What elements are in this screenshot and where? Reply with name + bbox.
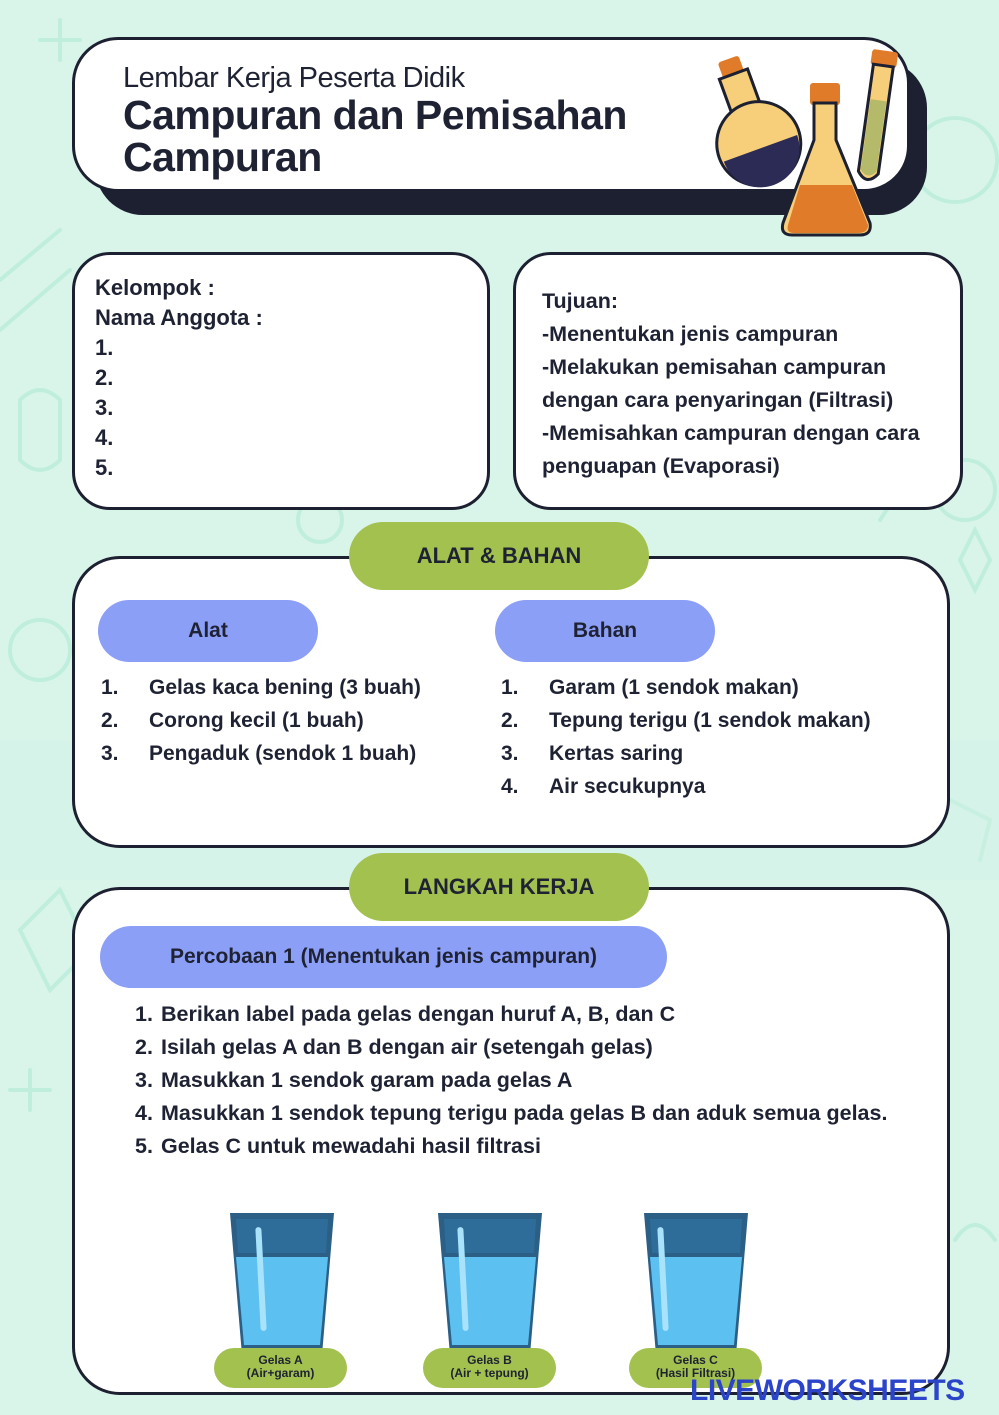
title-line-2: Campuran bbox=[123, 134, 322, 180]
liveworksheets-watermark: LIVEWORKSHEETS bbox=[690, 1374, 965, 1407]
worksheet-subtitle: Lembar Kerja Peserta Didik bbox=[123, 62, 465, 94]
list-item: 4. Air secukupnya bbox=[501, 775, 706, 798]
objective-item: -Menentukan jenis campuran bbox=[542, 322, 839, 346]
procedure-steps bbox=[135, 998, 925, 1163]
bahan-list bbox=[501, 671, 871, 803]
objective-item: -Melakukan pemisahan campuran dengan cara penyaringan (Filtrasi) bbox=[542, 355, 894, 412]
worksheet-title bbox=[123, 94, 627, 178]
step-item: 4. Masukkan 1 sendok tepung terigu pada gelas B dan aduk semua gelas. bbox=[135, 1101, 888, 1125]
step-item: 1. Berikan label pada gelas dengan huruf A, B, dan C bbox=[135, 1002, 676, 1026]
title-line-1: Campuran dan Pemisahan bbox=[123, 92, 627, 138]
list-item: 3. Pengaduk (sendok 1 buah) bbox=[101, 742, 417, 765]
group-info-card bbox=[72, 252, 490, 510]
list-item: 2. Corong kecil (1 buah) bbox=[101, 709, 364, 732]
glass-b-icon bbox=[430, 1205, 550, 1365]
experiment-title: Percobaan 1 (Menentukan jenis campuran) bbox=[100, 926, 667, 988]
glass-a-icon bbox=[222, 1205, 342, 1365]
member-number: 2. bbox=[95, 365, 114, 390]
glass-b-label: Gelas B (Air + tepung) bbox=[423, 1348, 556, 1388]
alat-list bbox=[101, 671, 421, 770]
list-item: 3. Kertas saring bbox=[501, 742, 684, 765]
section-title-alat-bahan: ALAT & BAHAN bbox=[349, 522, 649, 590]
step-item: 2. Isilah gelas A dan B dengan air (setengah gelas) bbox=[135, 1035, 653, 1059]
objective-item: -Memisahkan campuran dengan cara penguapan (Evaporasi) bbox=[542, 421, 920, 478]
alat-heading: Alat bbox=[98, 600, 318, 662]
list-item: 2. Tepung terigu (1 sendok makan) bbox=[501, 709, 871, 732]
step-item: 3. Masukkan 1 sendok garam pada gelas A bbox=[135, 1068, 573, 1092]
anggota-label: Nama Anggota : bbox=[95, 305, 263, 330]
member-number: 5. bbox=[95, 455, 114, 480]
member-number: 1. bbox=[95, 335, 114, 360]
list-item: 1. Garam (1 sendok makan) bbox=[501, 676, 799, 699]
member-number: 3. bbox=[95, 395, 114, 420]
glass-c-label: Gelas C (Hasil Filtrasi) bbox=[629, 1348, 762, 1388]
list-item: 1. Gelas kaca bening (3 buah) bbox=[101, 676, 421, 699]
section-title-langkah-kerja: LANGKAH KERJA bbox=[349, 853, 649, 921]
objectives-heading: Tujuan: bbox=[542, 289, 619, 313]
step-item: 5. Gelas C untuk mewadahi hasil filtrasi bbox=[135, 1134, 541, 1158]
glass-c-icon bbox=[636, 1205, 756, 1365]
bahan-heading: Bahan bbox=[495, 600, 715, 662]
kelompok-label: Kelompok : bbox=[95, 275, 215, 300]
glass-a-label: Gelas A (Air+garam) bbox=[214, 1348, 347, 1388]
lab-flasks-icon bbox=[700, 45, 910, 240]
member-number: 4. bbox=[95, 425, 114, 450]
objectives-card bbox=[513, 252, 963, 510]
